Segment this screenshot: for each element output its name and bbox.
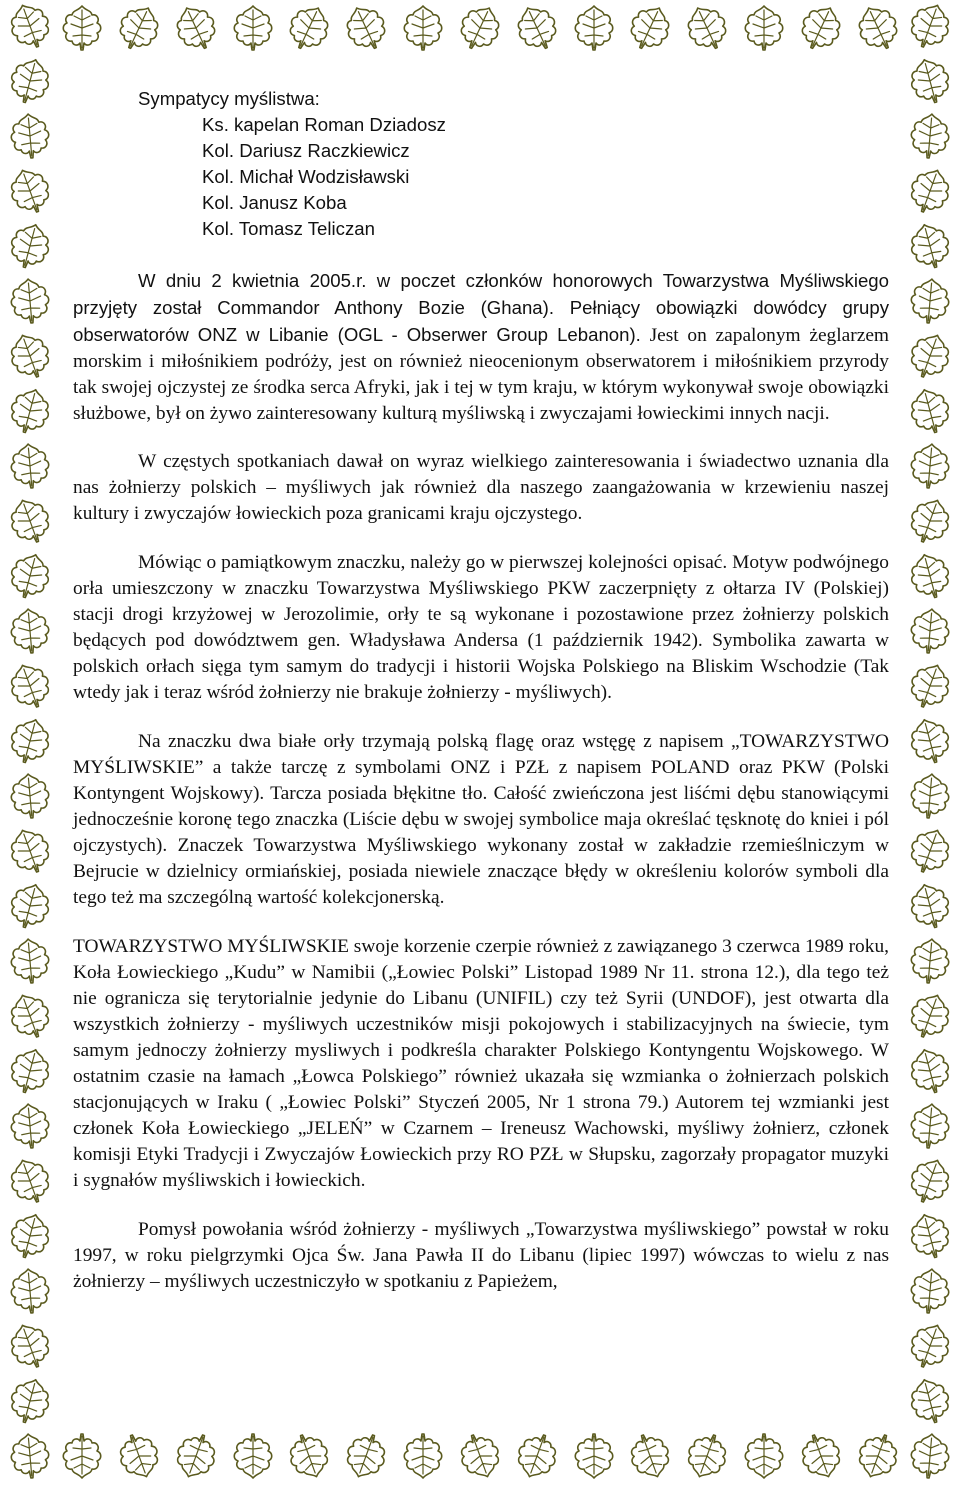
oak-leaf-icon: [4, 330, 56, 382]
oak-leaf-icon: [4, 550, 56, 602]
oak-leaf-icon: [795, 1430, 847, 1482]
member-name: Kol. Tomasz Teliczan: [202, 218, 375, 239]
oak-leaf-icon: [4, 0, 56, 52]
left-leaf-border: [4, 0, 56, 1482]
oak-leaf-icon: [4, 1320, 56, 1372]
oak-leaf-icon: [738, 2, 790, 54]
oak-leaf-icon: [4, 110, 56, 162]
oak-leaf-icon: [904, 660, 956, 712]
oak-leaf-icon: [4, 220, 56, 272]
oak-leaf-icon: [904, 935, 956, 987]
oak-leaf-icon: [904, 0, 956, 52]
oak-leaf-icon: [4, 715, 56, 767]
oak-leaf-icon: [904, 110, 956, 162]
oak-leaf-icon: [904, 1265, 956, 1317]
member-name: Kol. Michał Wodzisławski: [202, 166, 410, 187]
oak-leaf-icon: [4, 1375, 56, 1427]
oak-leaf-icon: [904, 550, 956, 602]
oak-leaf-icon: [904, 55, 956, 107]
oak-leaf-icon: [904, 220, 956, 272]
oak-leaf-icon: [340, 2, 392, 54]
oak-leaf-icon: [904, 770, 956, 822]
oak-leaf-icon: [852, 2, 904, 54]
oak-leaf-icon: [4, 880, 56, 932]
oak-leaf-icon: [852, 1430, 904, 1482]
top-leaf-border: [56, 2, 904, 54]
oak-leaf-icon: [56, 2, 108, 54]
paragraph-honorary-member: [73, 268, 889, 427]
oak-leaf-icon: [904, 1045, 956, 1097]
oak-leaf-icon: [511, 1430, 563, 1482]
paragraph-society-origin: Pomysł powołania wśród żołnierzy - myśliwych „Towarzystwa myśliwskiego” powstał w roku 1997, w roku pielgrzymki Ojca Św. Jana Pawła II do Libanu (lipiec 1997) wówczas to wielu z nas żołnierzy – myśliwych uczestniczyło w spotkaniu z Papieżem,: [73, 1219, 889, 1292]
bottom-leaf-border: [56, 1430, 904, 1482]
oak-leaf-icon: [904, 1375, 956, 1427]
right-leaf-border: [904, 0, 956, 1482]
oak-leaf-icon: [4, 770, 56, 822]
oak-leaf-icon: [624, 2, 676, 54]
oak-leaf-icon: [4, 1430, 56, 1482]
oak-leaf-icon: [4, 275, 56, 327]
oak-leaf-icon: [904, 1430, 956, 1482]
oak-leaf-icon: [904, 1100, 956, 1152]
document-body: [73, 86, 889, 1295]
oak-leaf-icon: [624, 1430, 676, 1482]
paragraph-honorary-member-sans: W dniu 2 kwietnia 2005.r. w poczet członków honorowych Towarzystwa Myśliwskiego przyjęty został Commandor Anthony Bozie (Ghana). Pełniący obowiązki dowódcy grupy obserwatorów ONZ w Libanie (OGL - Obserwer Group Lebanon).: [73, 270, 889, 345]
oak-leaf-icon: [568, 1430, 620, 1482]
oak-leaf-icon: [904, 825, 956, 877]
oak-leaf-icon: [4, 440, 56, 492]
oak-leaf-icon: [4, 935, 56, 987]
oak-leaf-icon: [170, 2, 222, 54]
oak-leaf-icon: [795, 2, 847, 54]
oak-leaf-icon: [227, 1430, 279, 1482]
oak-leaf-icon: [4, 605, 56, 657]
oak-leaf-icon: [4, 55, 56, 107]
oak-leaf-icon: [4, 165, 56, 217]
paragraph-society-roots: TOWARZYSTWO MYŚLIWSKIE swoje korzenie czerpie również z zawiązanego 3 czerwca 1989 roku, Koła Łowieckiego „Kudu” w Namibii („Łowiec Polski” Listopad 1989 Nr 11. strona 12.), dla tego też nie ogranicza się terytorialnie jedynie do Libanu (UNIFIL) czy też Syrii (UNDOF), jest otwarta dla wszystkich żołnierzy - myśliwych uczestników misji pokojowych i stabilizacyjnych na świecie, tym samym jednoczy żołnierzy mysliwych i podkreśla charakter Polskiego Kontyngentu Wojskowego. W ostatnim czasie na łamach „Łowca Polskiego” również ukazała się wzmianka o żołnierzach polskich stacjonujących w Iraku ( „Łowiec Polski” Styczeń 2005, Nr 1 strona 79.) Autorem tej wzmianki jest członek Koła Łowieckiego „JELEŃ” w Czarnem – Ireneusz Wachowski, myśliwy żołnierz, członek komisji Etyki Tradycji i Zwyczajów Łowieckich przy RO PZŁ w Słupsku, zagorzały propagator muzyki i sygnałów myśliwskich i łowieckich.: [73, 936, 889, 1191]
member-name: Ks. kapelan Roman Dziadosz: [202, 114, 446, 135]
oak-leaf-icon: [904, 990, 956, 1042]
oak-leaf-icon: [568, 2, 620, 54]
paragraph-badge-description: Mówiąc o pamiątkowym znaczku, należy go w pierwszej kolejności opisać. Motyw podwójnego orła umieszczony w znaczku Towarzystwa Myśliwskiego PKW zaczerpnięty z ołtarza IV (Polskiej) stacji drogi krzyżowej w Jerozolimie, orły te są wykonane i pozostawione przez żołnierzy polskich będących pod dowództwem gen. Władysława Andersa (1 październik 1942). Symbolika zawarta w polskich orłach sięga tym samym do tradycji i historii Wojska Polskiego na Bliskim Wschodzie (Tak wtedy jak i teraz wśród żołnierzy nie brakuje żołnierzy - myśliwych).: [73, 552, 889, 703]
oak-leaf-icon: [904, 880, 956, 932]
oak-leaf-icon: [681, 1430, 733, 1482]
oak-leaf-icon: [4, 1100, 56, 1152]
member-name: Kol. Dariusz Raczkiewicz: [202, 140, 410, 161]
oak-leaf-icon: [904, 1155, 956, 1207]
oak-leaf-icon: [681, 2, 733, 54]
oak-leaf-icon: [904, 1210, 956, 1262]
oak-leaf-icon: [904, 495, 956, 547]
oak-leaf-icon: [454, 1430, 506, 1482]
oak-leaf-icon: [738, 1430, 790, 1482]
oak-leaf-icon: [4, 1265, 56, 1317]
oak-leaf-icon: [113, 2, 165, 54]
oak-leaf-icon: [4, 385, 56, 437]
oak-leaf-icon: [56, 1430, 108, 1482]
oak-leaf-icon: [340, 1430, 392, 1482]
oak-leaf-icon: [904, 165, 956, 217]
oak-leaf-icon: [4, 660, 56, 712]
oak-leaf-icon: [511, 2, 563, 54]
oak-leaf-icon: [904, 715, 956, 767]
oak-leaf-icon: [227, 2, 279, 54]
oak-leaf-icon: [170, 1430, 222, 1482]
oak-leaf-icon: [397, 2, 449, 54]
oak-leaf-icon: [904, 440, 956, 492]
oak-leaf-icon: [904, 385, 956, 437]
paragraph-badge-symbols: Na znaczku dwa białe orły trzymają polską flagę oraz wstęgę z napisem „TOWARZYSTWO MYŚLIWSKIE” a także tarczę z symbolami ONZ i PZŁ z napisem POLAND oraz PKW (Polski Kontyngent Wojskowy). Tarcza posiada błękitne tło. Całość zwieńczona jest liśćmi dębu stanowiącymi jednocześnie koronę tego znaczka (Liście dębu w swojej symbolice maja określać tęsknotę do kniei i pól ojczystych). Znaczek Towarzystwa Myśliwskiego wykonany został w zakładzie rzemieślniczym w Bejrucie w dzielnicy ormiańskiej, posiada niewiele znaczące błędy w określeniu kolorów symboli dla tego też ma szczególną wartość kolekcjonerską.: [73, 731, 889, 908]
oak-leaf-icon: [4, 990, 56, 1042]
oak-leaf-icon: [283, 1430, 335, 1482]
oak-leaf-icon: [4, 1155, 56, 1207]
sympathizers-heading: Sympatycy myślistwa:: [138, 88, 320, 109]
oak-leaf-icon: [4, 1045, 56, 1097]
paragraph-meetings: W częstych spotkaniach dawał on wyraz wielkiego zainteresowania i świadectwo uznania dla nas żołnierzy polskich – myśliwych jak również dla naszego zaangażowania w krzewieniu naszej kultury i zwyczajów łowieckich poza granicami kraju ojczystego.: [73, 451, 889, 524]
oak-leaf-icon: [113, 1430, 165, 1482]
oak-leaf-icon: [283, 2, 335, 54]
oak-leaf-icon: [904, 605, 956, 657]
oak-leaf-icon: [4, 825, 56, 877]
oak-leaf-icon: [454, 2, 506, 54]
oak-leaf-icon: [397, 1430, 449, 1482]
oak-leaf-icon: [4, 495, 56, 547]
paragraph-honorary-member-serif: Jest on zapalonym żeglarzem morskim i miłośnikiem podróży, jest on również nieocenionym obserwatorem i miłośnikiem przyrody tak swojej ojczystej ze środka serca Afryki, jak i tej w tym kraju, w którym wykonywał swoje obowiązki służbowe, był on żywo zainteresowany kulturą myśliwską i zwyczajami łowieckimi innych nacji.: [73, 325, 890, 424]
oak-leaf-icon: [4, 1210, 56, 1262]
oak-leaf-icon: [904, 275, 956, 327]
oak-leaf-icon: [904, 1320, 956, 1372]
oak-leaf-icon: [904, 330, 956, 382]
member-name: Kol. Janusz Koba: [202, 192, 347, 213]
